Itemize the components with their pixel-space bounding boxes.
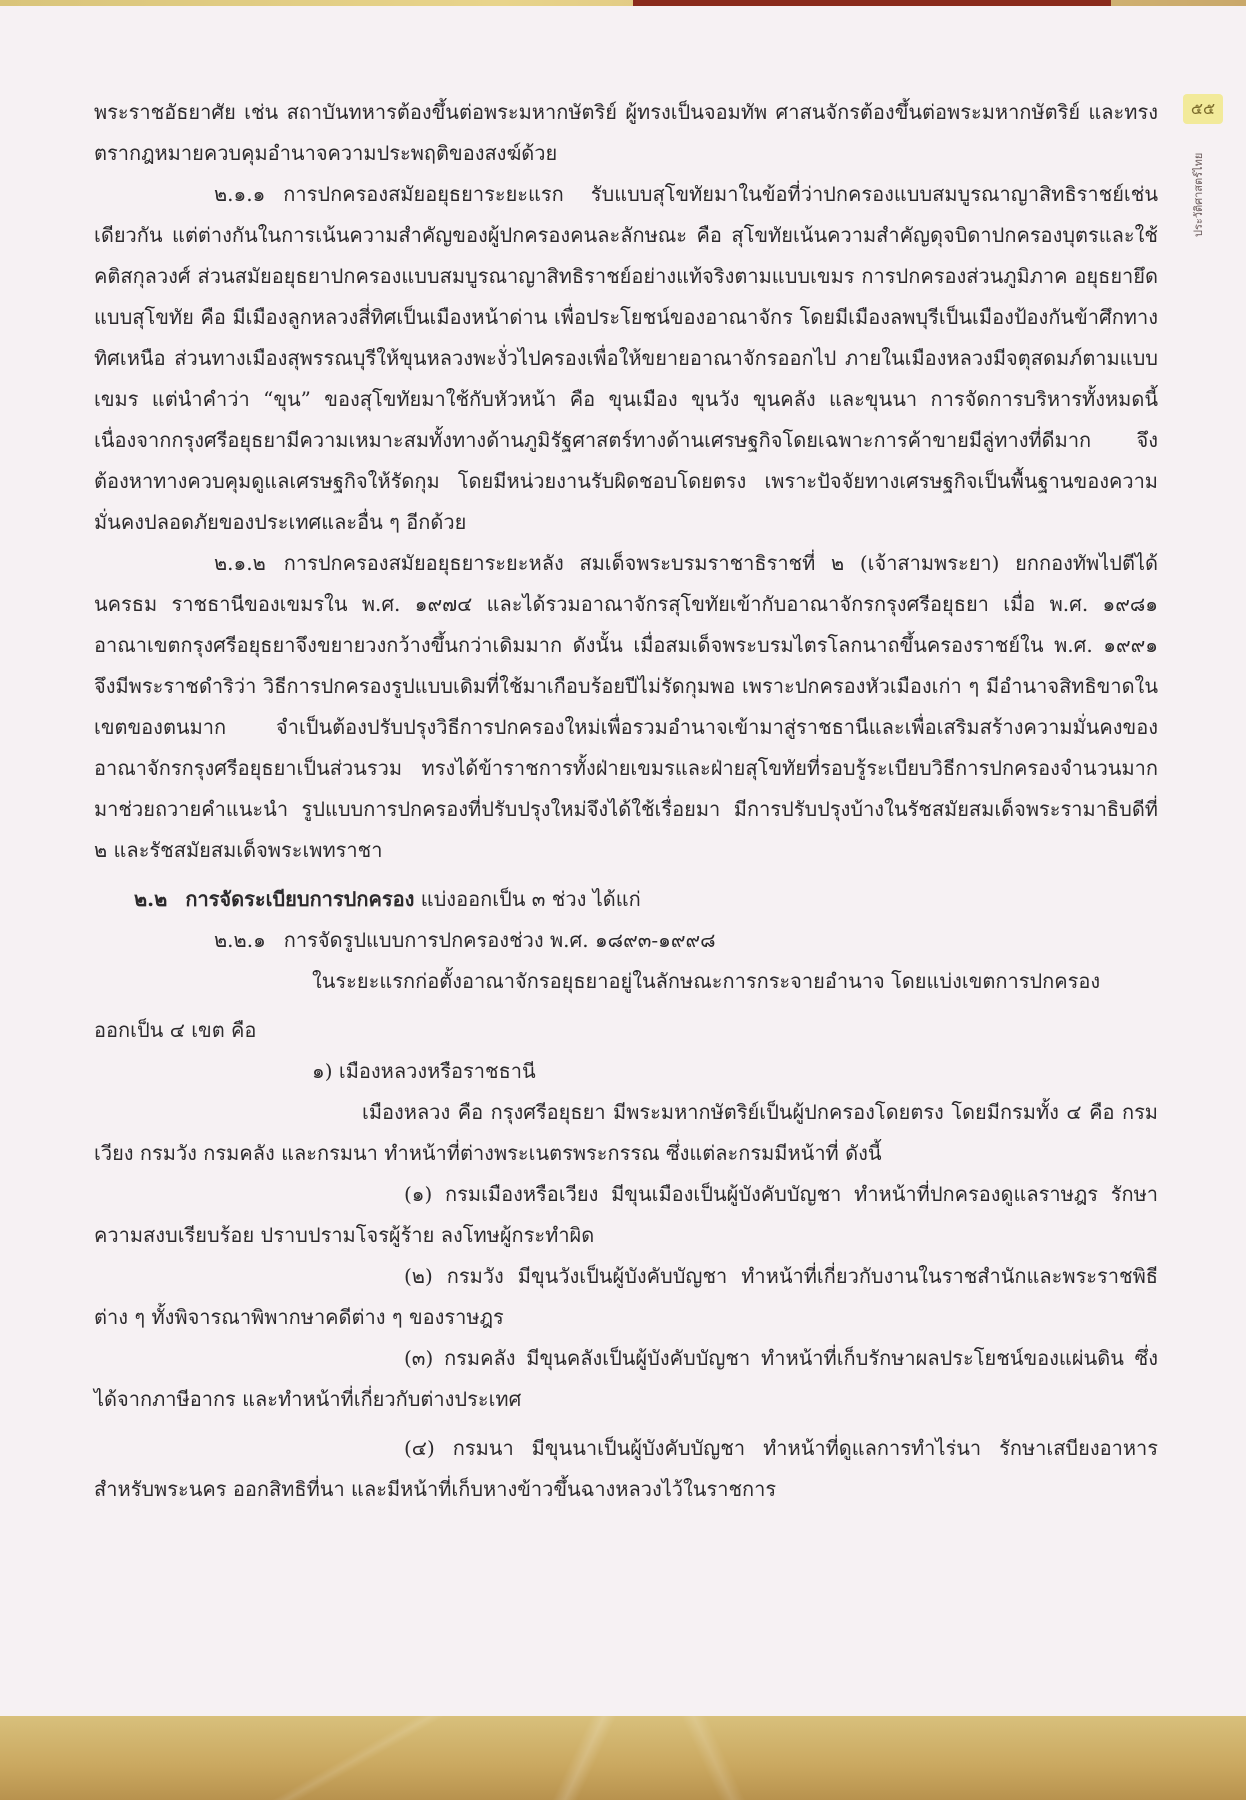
department-1: (๑) กรมเมืองหรือเวียง มีขุนเมืองเป็นผู้บังคับบัญชา ทำหน้าที่ปกครองดูแลราษฎร รักษาความสงบเรียบร้อย ปราบปรามโจรผู้ร้าย ลงโทษผู้กระทำผิด <box>94 1182 1158 1247</box>
page-body <box>94 92 1158 1510</box>
footer-decorative-band <box>0 1716 1246 1800</box>
section-2-1-1 <box>94 174 1158 543</box>
section-number: ๒.๑.๒ <box>214 551 266 575</box>
section-2-2-1 <box>94 920 1158 961</box>
section-number: ๒.๒ <box>134 887 168 911</box>
section-2-2-1-line2: ออกเป็น ๔ เขต คือ <box>94 1018 257 1042</box>
department-4: (๔) กรมนา มีขุนนาเป็นผู้บังคับบัญชา ทำหน้าที่ดูแลการทำไร่นา รักษาเสบียงอาหารสำหรับพระนคร ออกสิทธิที่นา และมีหน้าที่เก็บหางข้าวขึ้นฉางหลวงไว้ในราชการ <box>94 1436 1158 1501</box>
section-text: การปกครองสมัยอยุธยาระยะแรก รับแบบสุโขทัยมาในข้อที่ว่าปกครองแบบสมบูรณาญาสิทธิราชย์เช่นเดียวกัน แต่ต่างกันในการเน้นความสำคัญของผู้ปกครองคนละลักษณะ คือ สุโขทัยเน้นความสำคัญดุจบิดาปกครองบุตรและใช้คติสกุลวงศ์ ส่วนสมัยอยุธยาปกครองแบบสมบูรณาญาสิทธิราชย์อย่างแท้จริงตามแบบเขมร การปกครองส่วนภูมิภาค อยุธยายึดแบบสุโขทัย คือ มีเมืองลูกหลวงสี่ทิศเป็นเมืองหน้าด่าน เพื่อประโยชน์ของอาณาจักร โดยมีเมืองลพบุรีเป็นเมืองป้องกันข้าศึกทางทิศเหนือ ส่วนทางเมืองสุพรรณบุรีให้ขุนหลวงพะงั่วไปครองเพื่อให้ขยายอาณาจักรออกไป ภายในเมืองหลวงมีจตุสดมภ์ตามแบบเขมร แต่นำคำว่า “ขุน” ของสุโขทัยมาใช้กับหัวหน้า คือ ขุนเมือง ขุนวัง ขุนคลัง และขุนนา การจัดการบริหารทั้งหมดนี้ เนื่องจากกรุงศรีอยุธยามีความเหมาะสมทั้งทางด้านภูมิรัฐศาสตร์ทางด้านเศรษฐกิจโดยเฉพาะการค้าขายมีลู่ทางที่ดีมาก จึงต้องหาทางควบคุมดูแลเศรษฐกิจให้รัดกุม โดยมีหน่วยงานรับผิดชอบโดยตรง เพราะปัจจัยทางเศรษฐกิจเป็นพื้นฐานของความมั่นคงปลอดภัยของประเทศและอื่น ๆ อีกด้วย <box>94 182 1158 534</box>
section-number: ๒.๑.๑ <box>214 182 266 206</box>
section-number: ๒.๒.๑ <box>214 928 266 952</box>
section-text: แบ่งออกเป็น ๓ ช่วง ได้แก่ <box>414 887 641 911</box>
section-heading: การจัดระเบียบการปกครอง <box>185 887 415 911</box>
top-header-tab <box>633 0 1111 6</box>
section-2-2 <box>94 879 1158 920</box>
paragraph-intro: พระราชอัธยาศัย เช่น สถาบันทหารต้องขึ้นต่อพระมหากษัตริย์ ผู้ทรงเป็นจอมทัพ ศาสนจักรต้องขึ้นต่อพระมหากษัตริย์ และทรงตรากฎหมายควบคุมอำนาจความประพฤติของสงฆ์ด้วย <box>94 100 1158 165</box>
section-heading: การจัดรูปแบบการปกครองช่วง พ.ศ. ๑๘๙๓-๑๙๙๘ <box>283 928 716 952</box>
section-2-2-1-line1: ในระยะแรกก่อตั้งอาณาจักรอยุธยาอยู่ในลักษณะการกระจายอำนาจ โดยแบ่งเขตการปกครอง <box>312 969 1101 993</box>
department-3: (๓) กรมคลัง มีขุนคลังเป็นผู้บังคับบัญชา ทำหน้าที่เก็บรักษาผลประโยชน์ของแผ่นดิน ซึ่งได้จากภาษีอากร และทำหน้าที่เกี่ยวกับต่างประเทศ <box>94 1346 1158 1411</box>
section-2-1-2 <box>94 543 1158 871</box>
footer-ray-pattern <box>0 1716 1246 1800</box>
department-2: (๒) กรมวัง มีขุนวังเป็นผู้บังคับบัญชา ทำหน้าที่เกี่ยวกับงานในราชสำนักและพระราชพิธีต่าง ๆ ทั้งพิจารณาพิพากษาคดีต่าง ๆ ของราษฎร <box>94 1264 1158 1329</box>
page-number: ๕๕ <box>1183 94 1223 124</box>
item-1-heading: ๑) เมืองหลวงหรือราชธานี <box>312 1059 536 1083</box>
side-chapter-label: ประวัติศาสตร์ไทย <box>1192 152 1205 238</box>
item-1-text: เมืองหลวง คือ กรุงศรีอยุธยา มีพระมหากษัตริย์เป็นผู้ปกครองโดยตรง โดยมีกรมทั้ง ๔ คือ กรมเวียง กรมวัง กรมคลัง และกรมนา ทำหน้าที่ต่างพระเนตรพระกรรณ ซึ่งแต่ละกรมมีหน้าที่ ดังนี้ <box>94 1100 1158 1165</box>
section-text: การปกครองสมัยอยุธยาระยะหลัง สมเด็จพระบรมราชาธิราชที่ ๒ (เจ้าสามพระยา) ยกกองทัพไปตีได้นครธม ราชธานีของเขมรใน พ.ศ. ๑๙๗๔ และได้รวมอาณาจักรสุโขทัยเข้ากับอาณาจักรกรุงศรีอยุธยา เมื่อ พ.ศ. ๑๙๘๑ อาณาเขตกรุงศรีอยุธยาจึงขยายวงกว้างขึ้นกว่าเดิมมาก ดังนั้น เมื่อสมเด็จพระบรมไตรโลกนาถขึ้นครองราชย์ใน พ.ศ. ๑๙๙๑ จึงมีพระราชดำริว่า วิธีการปกครองรูปแบบเดิมที่ใช้มาเกือบร้อยปีไม่รัดกุมพอ เพราะปกครองหัวเมืองเก่า ๆ มีอำนาจสิทธิขาดในเขตของตนมาก จำเป็นต้องปรับปรุงวิธีการปกครองใหม่เพื่อรวมอำนาจเข้ามาสู่ราชธานีและเพื่อเสริมสร้างความมั่นคงของอาณาจักรกรุงศรีอยุธยาเป็นส่วนรวม ทรงได้ข้าราชการทั้งฝ่ายเขมรและฝ่ายสุโขทัยที่รอบรู้ระเบียบวิธีการปกครองจำนวนมากมาช่วยถวายคำแนะนำ รูปแบบการปกครองที่ปรับปรุงใหม่จึงได้ใช้เรื่อยมา มีการปรับปรุงบ้างในรัชสมัยสมเด็จพระรามาธิบดีที่ ๒ และรัชสมัยสมเด็จพระเพทราชา <box>94 551 1158 862</box>
